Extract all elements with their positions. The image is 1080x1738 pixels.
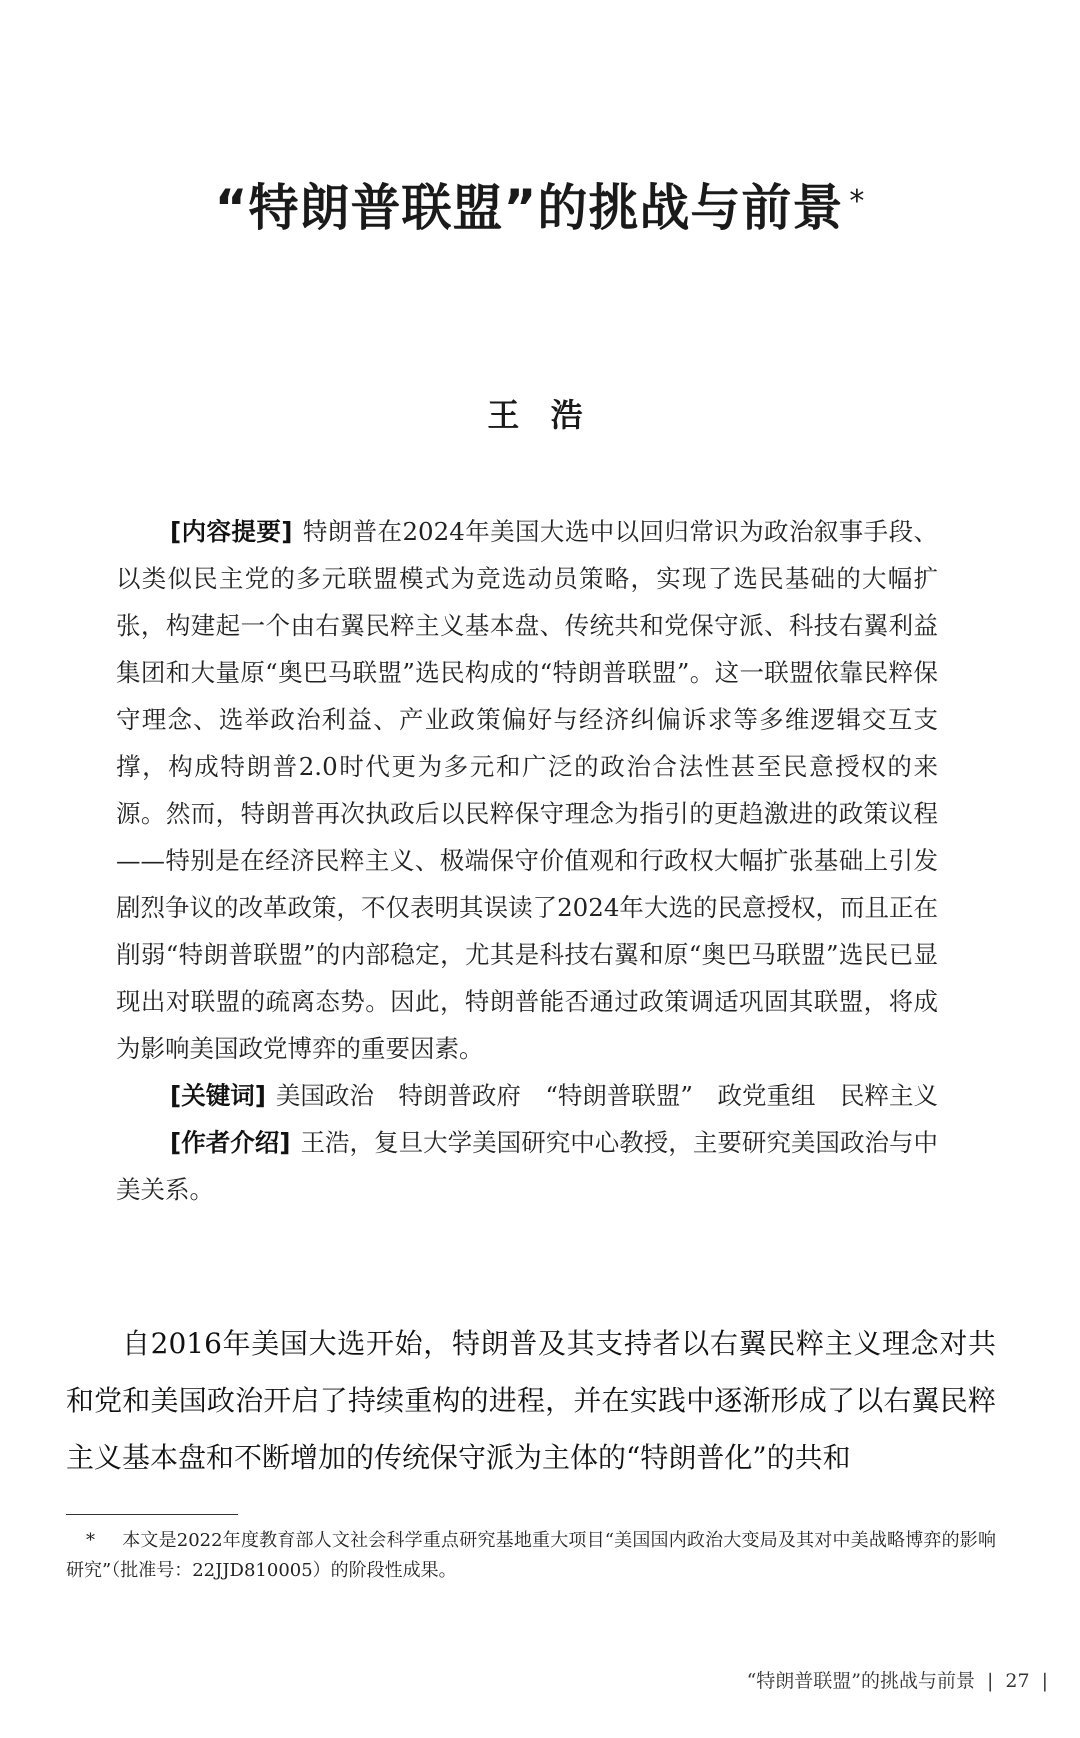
- abstract-keywords: [116, 1072, 938, 1119]
- article-title: [0, 178, 1080, 238]
- author-info-label: [作者介绍]: [170, 1128, 291, 1157]
- article-title-text: “特朗普联盟”的挑战与前景: [214, 179, 844, 237]
- author-name: 王 浩: [487, 396, 593, 434]
- footnote: [66, 1526, 996, 1586]
- abstract-author-info: [116, 1119, 938, 1213]
- footnote-mark: *: [86, 1530, 95, 1551]
- footnote-text: 本文是2022年度教育部人文社会科学重点研究基地重大项目“美国国内政治大变局及其对中美战略博弈的影响研究”（批准号：22JJD810005）的阶段性成果。: [66, 1530, 996, 1581]
- body-paragraph: 自2016年美国大选开始，特朗普及其支持者以右翼民粹主义理念对共和党和美国政治开启了持续重构的进程，并在实践中逐渐形成了以右翼民粹主义基本盘和不断增加的传统保守派为主体的“特朗普化”的共和: [66, 1327, 996, 1474]
- footnote-divider: [66, 1514, 238, 1515]
- footer-trailing-separator: |: [1041, 1670, 1048, 1692]
- page-number: 27: [1005, 1670, 1030, 1692]
- abstract-section: [116, 508, 938, 1213]
- body-section: [66, 1315, 996, 1486]
- title-footnote-mark: *: [849, 184, 866, 219]
- keywords-text: 美国政治 特朗普政府 “特朗普联盟” 政党重组 民粹主义: [275, 1081, 938, 1110]
- keywords-label: [关键词]: [170, 1081, 266, 1110]
- running-footer-title: “特朗普联盟”的挑战与前景: [746, 1670, 975, 1692]
- abstract-summary: [116, 508, 938, 1072]
- footer-separator: |: [987, 1670, 994, 1692]
- abstract-summary-text: 特朗普在2024年美国大选中以回归常识为政治叙事手段、以类似民主党的多元联盟模式为竞选动员策略，实现了选民基础的大幅扩张，构建起一个由右翼民粹主义基本盘、传统共和党保守派、科技右翼利益集团和大量原“奥巴马联盟”选民构成的“特朗普联盟”。这一联盟依靠民粹保守理念、选举政治利益、产业政策偏好与经济纠偏诉求等多维逻辑交互支撑，构成特朗普2.0时代更为多元和广泛的政治合法性甚至民意授权的来源。然而，特朗普再次执政后以民粹保守理念为指引的更趋激进的政策议程——特别是在经济民粹主义、极端保守价值观和行政权大幅扩张基础上引发剧烈争议的改革政策，不仅表明其误读了2024年大选的民意授权，而且正在削弱“特朗普联盟”的内部稳定，尤其是科技右翼和原“奥巴马联盟”选民已显现出对联盟的疏离态势。因此，特朗普能否通过政策调适巩固其联盟，将成为影响美国政党博弈的重要因素。: [116, 517, 938, 1063]
- abstract-summary-label: [内容提要]: [170, 517, 293, 546]
- author-info-text: 王浩，复旦大学美国研究中心教授，主要研究美国政治与中美关系。: [116, 1128, 938, 1204]
- running-footer: [747, 1666, 1048, 1693]
